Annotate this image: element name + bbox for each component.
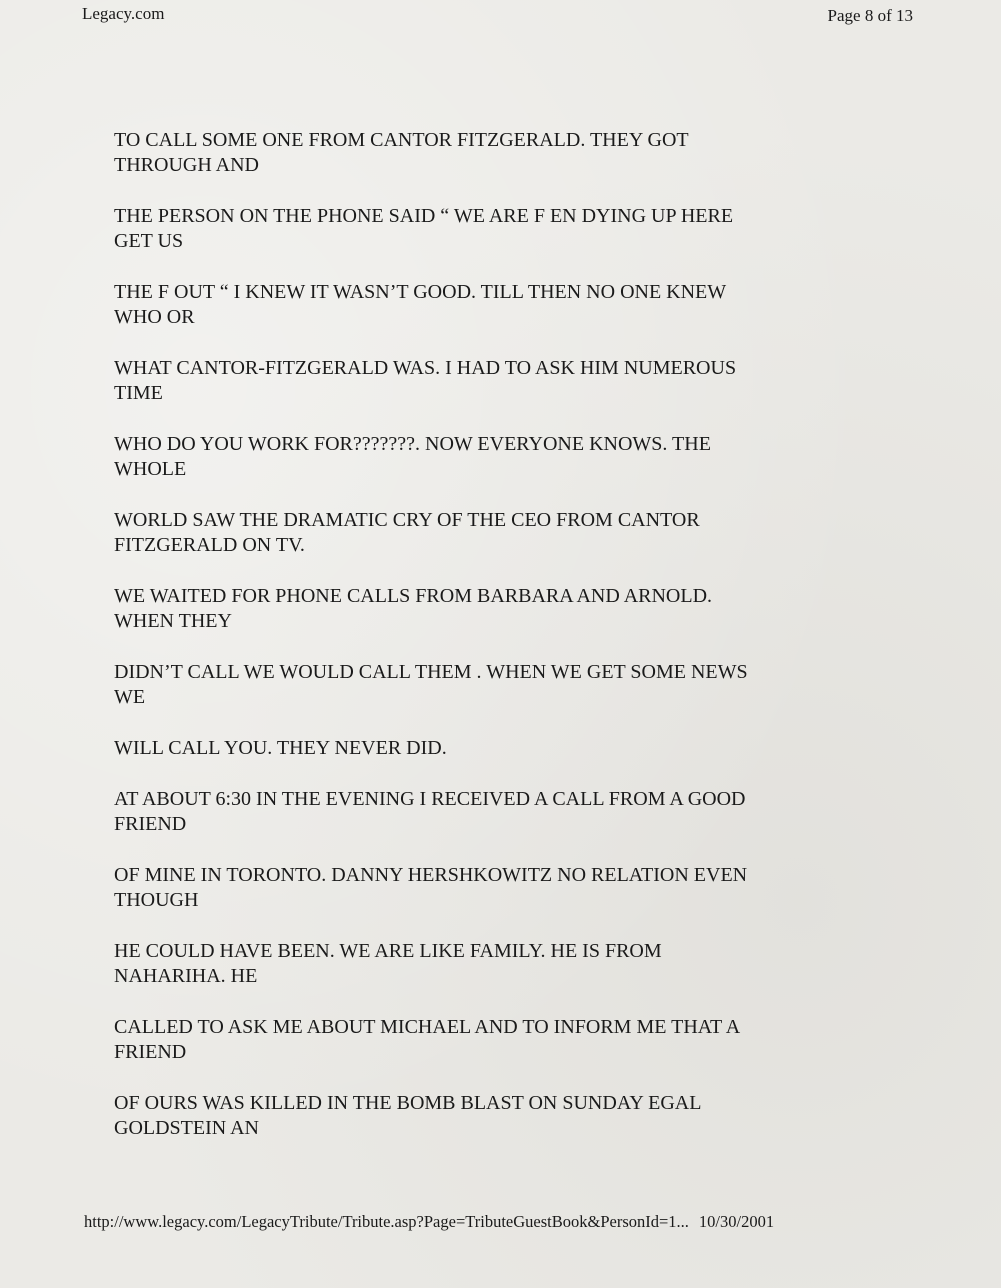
header-page-indicator: Page 8 of 13 [827,6,913,25]
paragraph-4: WHAT CANTOR-FITZGERALD WAS. I HAD TO ASK HIM NUMEROUS TIME [114,357,737,404]
paragraph-10: AT ABOUT 6:30 IN THE EVENING I RECEIVED A CALL FROM A GOOD FRIEND [114,788,746,835]
paragraph-12: HE COULD HAVE BEEN. WE ARE LIKE FAMILY. HE IS FROM NAHARIHA. HE [114,940,662,987]
paragraph-13: CALLED TO ASK ME ABOUT MICHAEL AND TO INFORM ME THAT A FRIEND [114,1016,740,1063]
paragraph-9: WILL CALL YOU. THEY NEVER DID. [114,737,447,759]
footer-date: 10/30/2001 [698,1212,775,1231]
header-site-name: Legacy.com [82,4,165,23]
paragraph-1: TO CALL SOME ONE FROM CANTOR FITZGERALD. THEY GOT THROUGH AND [114,129,689,176]
paragraph-8: DIDN’T CALL WE WOULD CALL THEM . WHEN WE GET SOME NEWS WE [114,661,748,708]
paragraph-11: OF MINE IN TORONTO. DANNY HERSHKOWITZ NO RELATION EVEN THOUGH [114,864,748,911]
paragraph-14: OF OURS WAS KILLED IN THE BOMB BLAST ON SUNDAY EGAL GOLDSTEIN AN [114,1092,701,1139]
paragraph-6: WORLD SAW THE DRAMATIC CRY OF THE CEO FROM CANTOR FITZGERALD ON TV. [114,509,700,556]
paragraph-3: THE F OUT “ I KNEW IT WASN’T GOOD. TILL THEN NO ONE KNEW WHO OR [114,281,726,328]
letter-body [114,128,754,1167]
paragraph-2: THE PERSON ON THE PHONE SAID “ WE ARE F EN DYING UP HERE GET US [114,205,734,252]
footer-url: http://www.legacy.com/LegacyTribute/Tribute.asp?Page=TributeGuestBook&PersonId=1... [84,1212,689,1231]
paragraph-7: WE WAITED FOR PHONE CALLS FROM BARBARA AND ARNOLD. WHEN THEY [114,585,713,632]
page-footer [84,1212,774,1232]
paragraph-5: WHO DO YOU WORK FOR???????. NOW EVERYONE KNOWS. THE WHOLE [114,433,711,480]
